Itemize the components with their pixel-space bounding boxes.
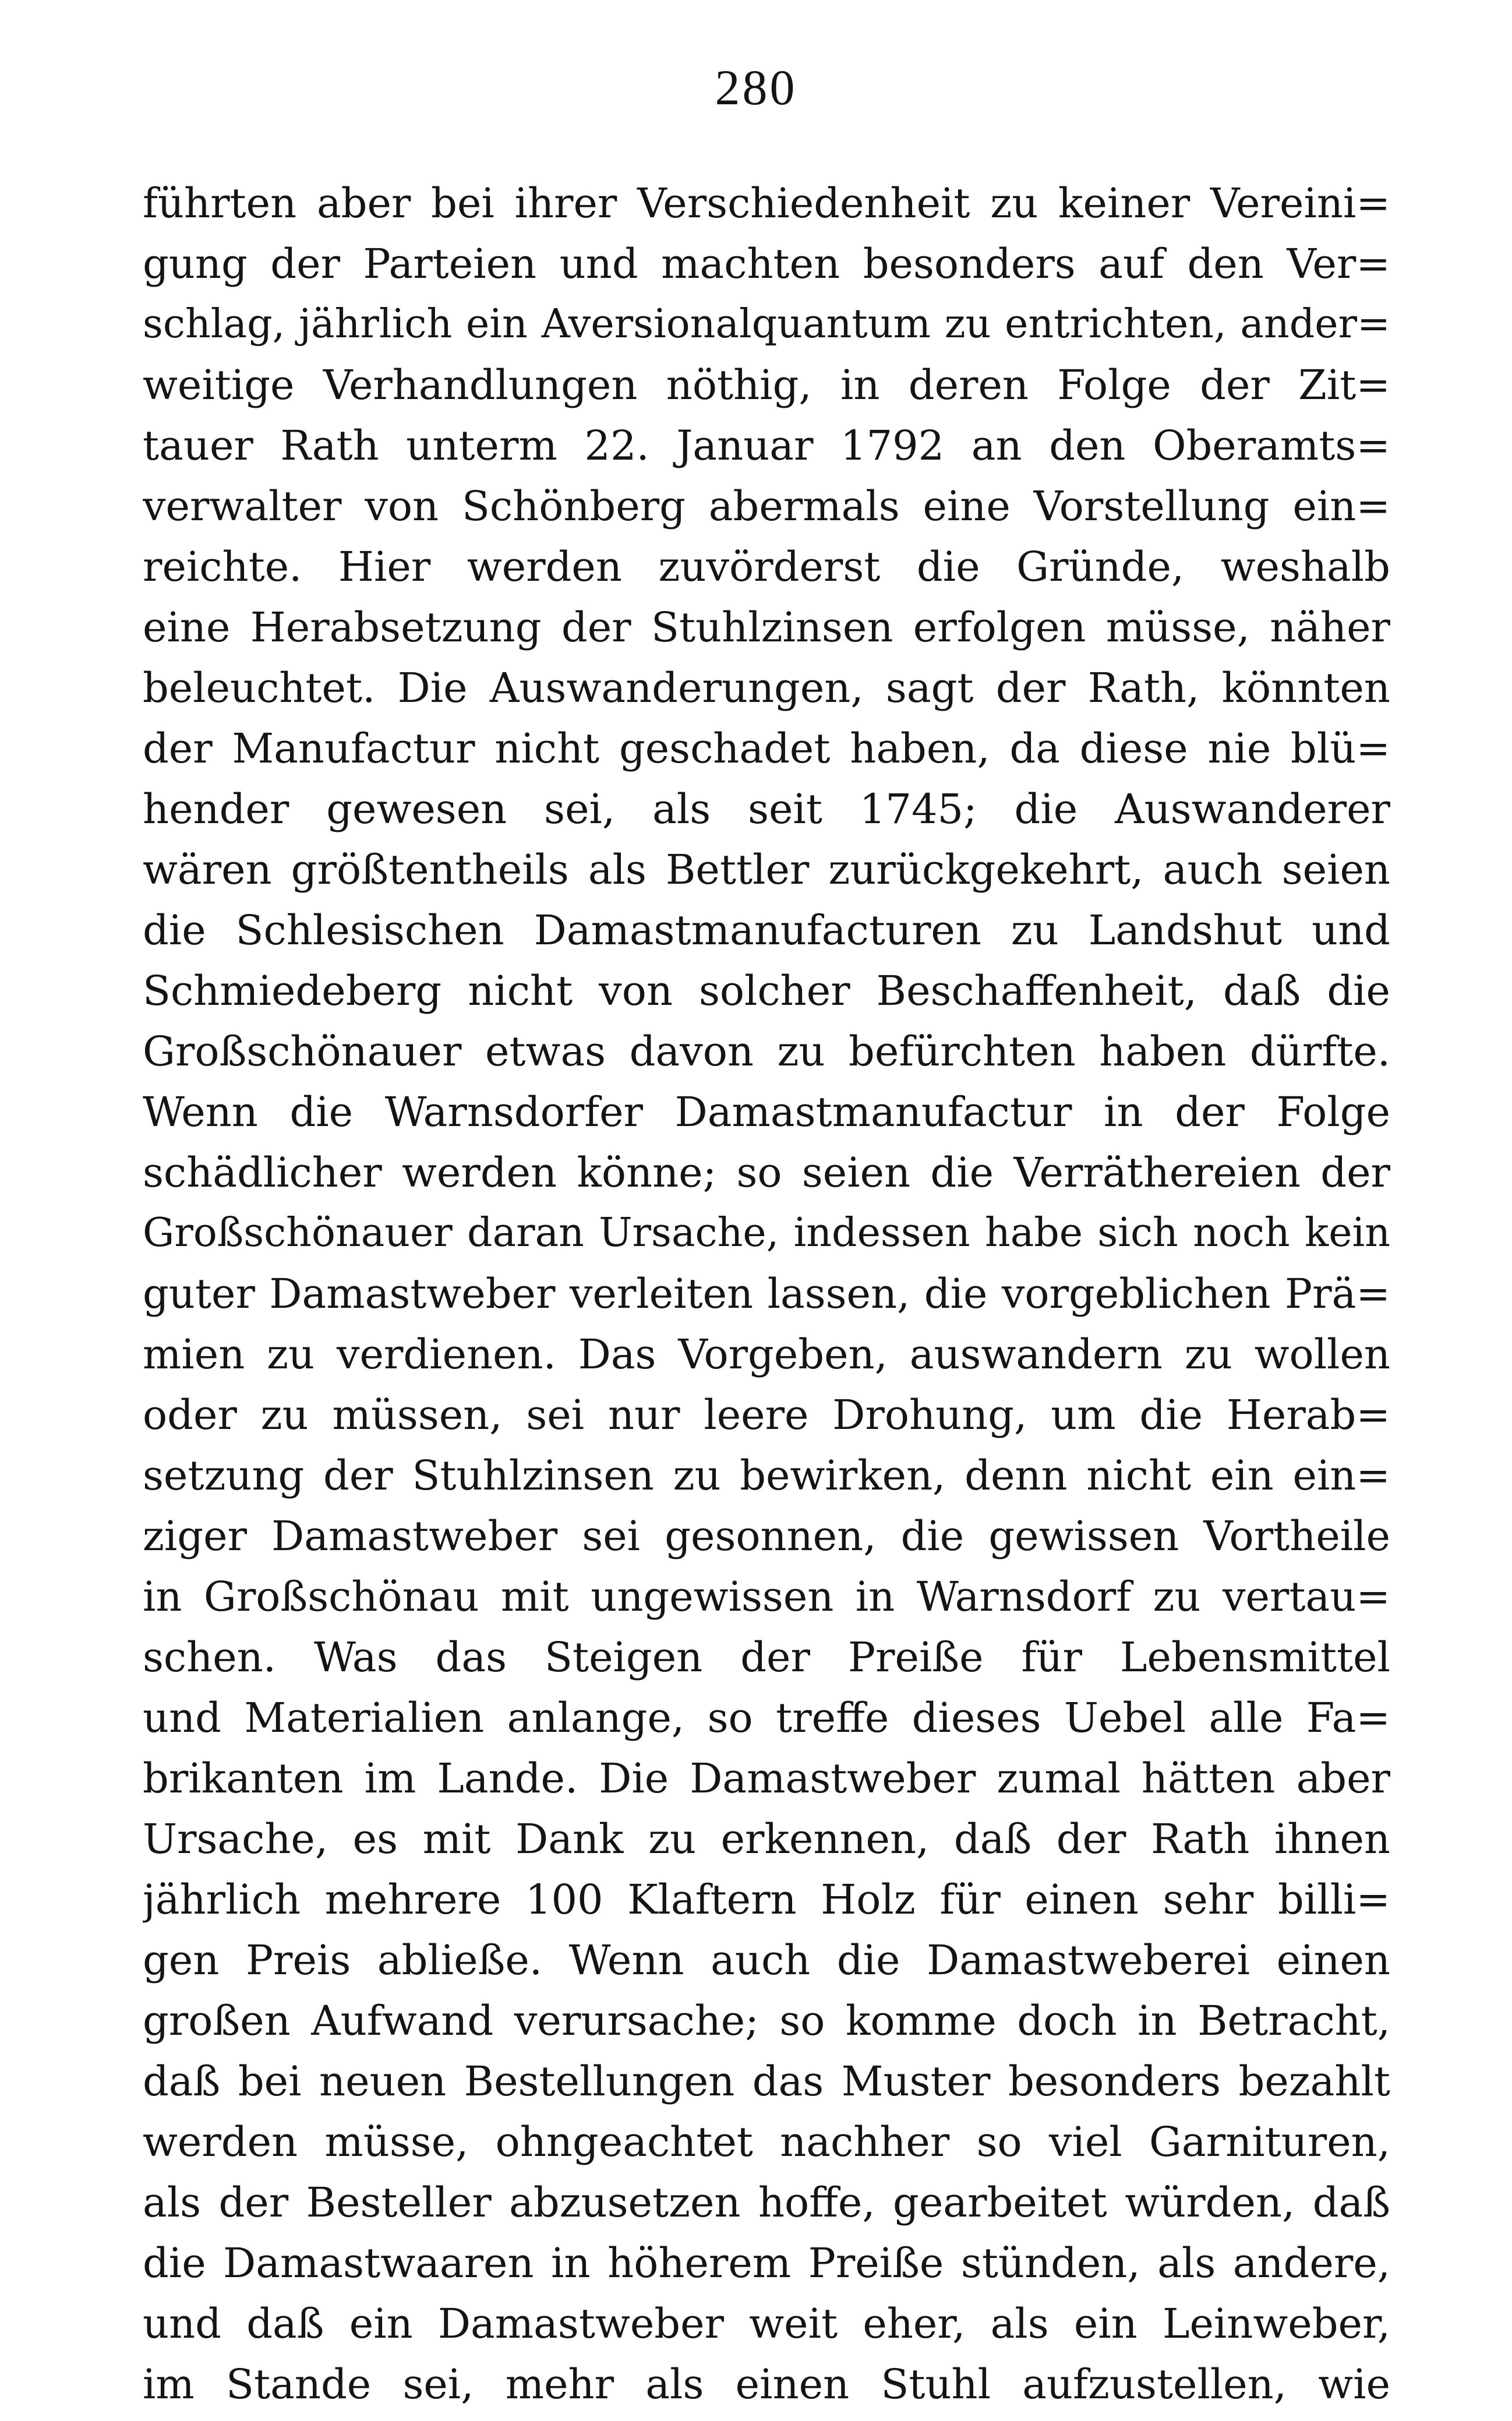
- text-line: eine Herabsetzung der Stuhlzinsen erfolgen müsse, näher: [143, 604, 1390, 651]
- text-line: werden müsse, ohngeachtet nachher so viel Garnituren,: [143, 2118, 1390, 2166]
- text-line: gen Preis abließe. Wenn auch die Damastweberei einen: [143, 1936, 1390, 1984]
- text-line: und daß ein Damastweber weit eher, als ein Leinweber,: [143, 2300, 1390, 2348]
- text-line: guter Damastweber verleiten lassen, die vorgeblichen Prä=: [143, 1270, 1390, 1318]
- text-line: hender gewesen sei, als seit 1745; die Auswanderer: [143, 785, 1390, 833]
- text-line: die Schlesischen Damastmanufacturen zu Landshut und: [143, 906, 1390, 954]
- text-line: brikanten im Lande. Die Damastweber zumal hätten aber: [143, 1755, 1390, 1802]
- text-line: in Großschönau mit ungewissen in Warnsdorf zu vertau=: [143, 1573, 1390, 1621]
- text-line: beleuchtet. Die Auswanderungen, sagt der Rath, könnten: [143, 664, 1390, 712]
- text-line: Großschönauer etwas davon zu befürchten haben dürfte.: [143, 1028, 1390, 1075]
- text-line: führten aber bei ihrer Verschiedenheit zu keiner Vereini=: [143, 179, 1390, 227]
- text-line: der Manufactur nicht geschadet haben, da diese nie blü=: [143, 725, 1390, 772]
- text-line: weitige Verhandlungen nöthig, in deren Folge der Zit=: [143, 361, 1390, 409]
- text-line: die Damastwaaren in höherem Preiße stünden, als andere,: [143, 2239, 1390, 2287]
- text-line: als der Besteller abzusetzen hoffe, gearbeitet würden, daß: [143, 2179, 1390, 2226]
- text-line: tauer Rath unterm 22. Januar 1792 an den Oberamts=: [143, 422, 1390, 470]
- text-line: reichte. Hier werden zuvörderst die Gründe, weshalb: [143, 543, 1390, 591]
- text-line: Ursache, es mit Dank zu erkennen, daß der Rath ihnen: [143, 1815, 1390, 1863]
- text-line: großen Aufwand verursache; so komme doch in Betracht,: [143, 1997, 1390, 2045]
- text-line: wären größtentheils als Bettler zurückgekehrt, auch seien: [143, 846, 1390, 894]
- text-line: schädlicher werden könne; so seien die Verräthereien der: [143, 1149, 1390, 1197]
- text-line: schen. Was das Steigen der Preiße für Lebensmittel: [143, 1633, 1390, 1681]
- text-line: oder zu müssen, sei nur leere Drohung, um die Herab=: [143, 1391, 1390, 1439]
- text-line: setzung der Stuhlzinsen zu bewirken, denn nicht ein ein=: [143, 1452, 1390, 1499]
- text-line: ziger Damastweber sei gesonnen, die gewissen Vortheile: [143, 1512, 1390, 1560]
- text-line: Wenn die Warnsdorfer Damastmanufactur in der Folge: [143, 1088, 1390, 1136]
- text-line: im Stande sei, mehr als einen Stuhl aufzustellen, wie: [143, 2360, 1390, 2408]
- text-line: daß bei neuen Bestellungen das Muster besonders bezahlt: [143, 2058, 1390, 2105]
- text-line: mien zu verdienen. Das Vorgeben, auswandern zu wollen: [143, 1331, 1390, 1378]
- text-line: jährlich mehrere 100 Klaftern Holz für einen sehr billi=: [143, 1876, 1390, 1924]
- text-line: Schmiedeberg nicht von solcher Beschaffenheit, daß die: [143, 967, 1390, 1015]
- text-line: Großschönauer daran Ursache, indessen habe sich noch kein: [143, 1210, 1390, 1256]
- text-line: gung der Parteien und machten besonders auf den Ver=: [143, 240, 1390, 288]
- text-line: und Materialien anlange, so treffe dieses Uebel alle Fa=: [143, 1694, 1390, 1742]
- page-number: 280: [715, 59, 797, 115]
- body-text: [143, 173, 1390, 2415]
- text-line: schlag, jährlich ein Aversionalquantum zu entrichten, ander=: [143, 301, 1390, 347]
- text-line: verwalter von Schönberg abermals eine Vorstellung ein=: [143, 482, 1390, 530]
